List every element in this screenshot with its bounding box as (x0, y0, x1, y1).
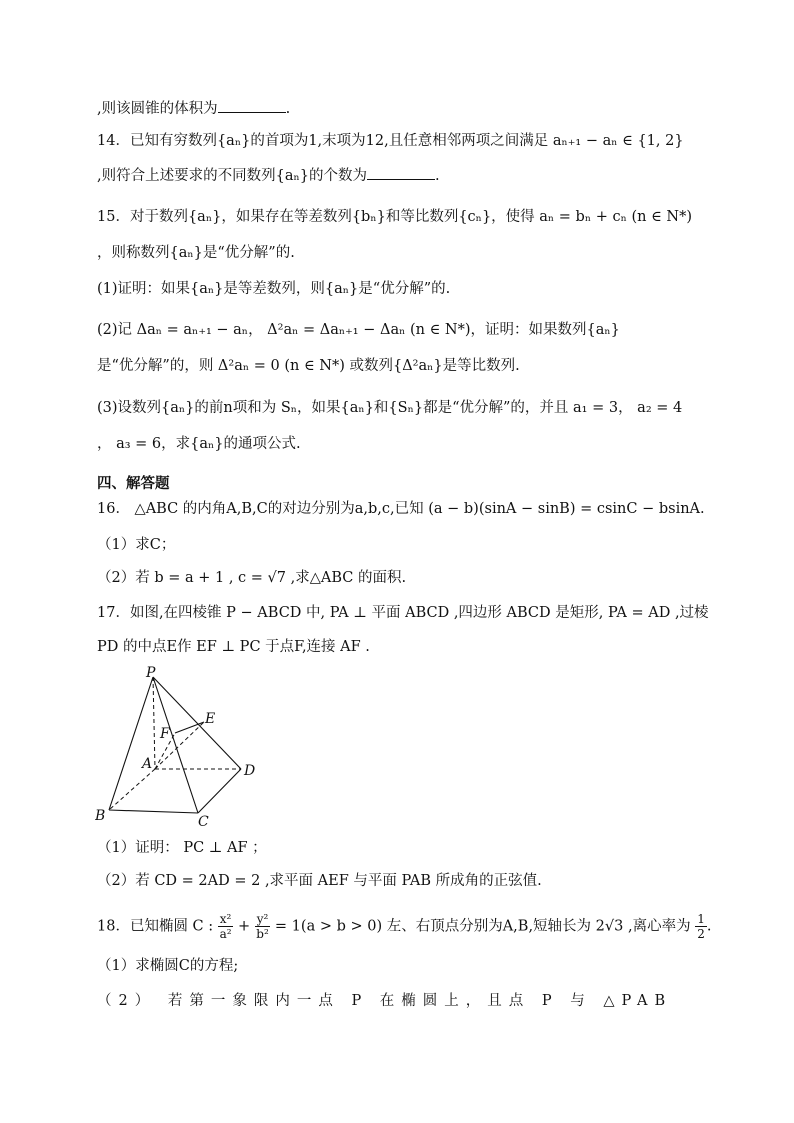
q17-line-1: 17．如图,在四棱锥 P − ABCD 中, PA ⊥ 平面 ABCD ,四边形 ABCD 是矩形, PA = AD ,过棱 (97, 605, 709, 621)
answer-blank-13 (218, 98, 286, 113)
q13-tail-end: . (285, 101, 291, 117)
q15-part-2-line-1: (2)记 Δaₙ = aₙ₊₁ − aₙ， Δ²aₙ = Δaₙ₊₁ − Δaₙ (n ∈ N*)，证明：如果数列{aₙ} (97, 322, 620, 338)
label-P: P (146, 665, 156, 681)
fraction-half-num: 1 (697, 912, 705, 926)
edge-BC (109, 810, 198, 813)
segment-EF (175, 722, 204, 733)
fraction-y2-b2 (255, 912, 271, 941)
q14-line-2-text: ,则符合上述要求的不同数列{aₙ}的个数为 (97, 168, 367, 184)
fraction-y2-num: y² (256, 912, 269, 926)
q15-part-2-line-2: 是“优分解”的，则 Δ²aₙ = 0 (n ∈ N*) 或数列{Δ²aₙ}是等比数列. (97, 358, 520, 374)
q18-conditions: = 1(a > b > 0) 左、右顶点分别为A,B,短轴长为 2√3 ,离心率为 (270, 918, 696, 935)
q15-part-3-line-2: ， a₃ = 6，求{aₙ}的通项公式. (97, 436, 301, 452)
q14-line-1: 14．已知有穷数列{aₙ}的首项为1,末项为12,且任意相邻两项之间满足 aₙ₊₁ − aₙ ∈ {1, 2} (97, 133, 684, 149)
q16-part-1: （1）求C； (97, 537, 176, 553)
edge-PC (153, 677, 198, 813)
label-D: D (244, 763, 256, 779)
fraction-y2-den: b² (256, 927, 269, 941)
section-heading-4: 四、解答题 (97, 476, 170, 492)
q17-part-1: （1）证明： PC ⊥ AF ； (97, 840, 267, 856)
q15-part-1: (1)证明：如果{aₙ}是等差数列，则{aₙ}是“优分解”的. (97, 281, 451, 297)
label-F: F (160, 726, 170, 742)
q18-line-1-end: . (706, 918, 712, 935)
q17-line-2: PD 的中点E作 EF ⊥ PC 于点F,连接 AF . (97, 639, 370, 655)
edge-PA (153, 677, 155, 769)
label-C: C (198, 814, 209, 830)
label-E: E (205, 711, 216, 727)
q13-tail-text: ,则该圆锥的体积为 (97, 101, 218, 117)
q14-line-2-end: . (434, 168, 440, 184)
fraction-one-half (695, 912, 707, 941)
q15-part-3-line-1: (3)设数列{aₙ}的前n项和为 Sₙ，如果{aₙ}和{Sₙ}都是“优分解”的，并且 a₁ = 3， a₂ = 4 (97, 400, 683, 416)
edge-CD (198, 769, 241, 813)
plus-sign: + (233, 918, 255, 935)
edge-PD (153, 677, 241, 769)
q13-tail (97, 98, 290, 119)
q15-line-2: ，则称数列{aₙ}是“优分解”的. (97, 245, 295, 261)
fraction-x2-den: a² (219, 927, 232, 941)
q14-line-2 (97, 165, 440, 186)
label-A: A (142, 756, 153, 772)
q18-part-2: （2） 若第一象限内一点 P 在椭圆上，且点 P 与 △PAB (97, 993, 673, 1009)
q16-line-1: 16． △ABC 的内角A,B,C的对边分别为a,b,c,已知 (a − b)(sinA − sinB) = csinC − bsinA. (97, 501, 705, 517)
fraction-x2-a2 (218, 912, 234, 941)
answer-blank-14 (367, 165, 435, 180)
label-B: B (95, 808, 106, 824)
q18-line-1 (97, 912, 711, 941)
q17-part-2: （2）若 CD = 2AD = 2 ,求平面 AEF 与平面 PAB 所成角的正弦值. (97, 873, 542, 889)
pyramid-figure (95, 665, 265, 830)
q16-part-2: （2）若 b = a + 1 , c = √7 ,求△ABC 的面积. (97, 570, 407, 586)
fraction-half-den: 2 (697, 927, 705, 941)
q18-intro: 18．已知椭圆 C : (97, 918, 218, 935)
q15-line-1: 15．对于数列{aₙ}，如果存在等差数列{bₙ}和等比数列{cₙ}，使得 aₙ = bₙ + cₙ (n ∈ N*) (97, 209, 693, 225)
fraction-x2-num: x² (219, 912, 232, 926)
q18-part-1: （1）求椭圆C的方程; (97, 958, 239, 974)
